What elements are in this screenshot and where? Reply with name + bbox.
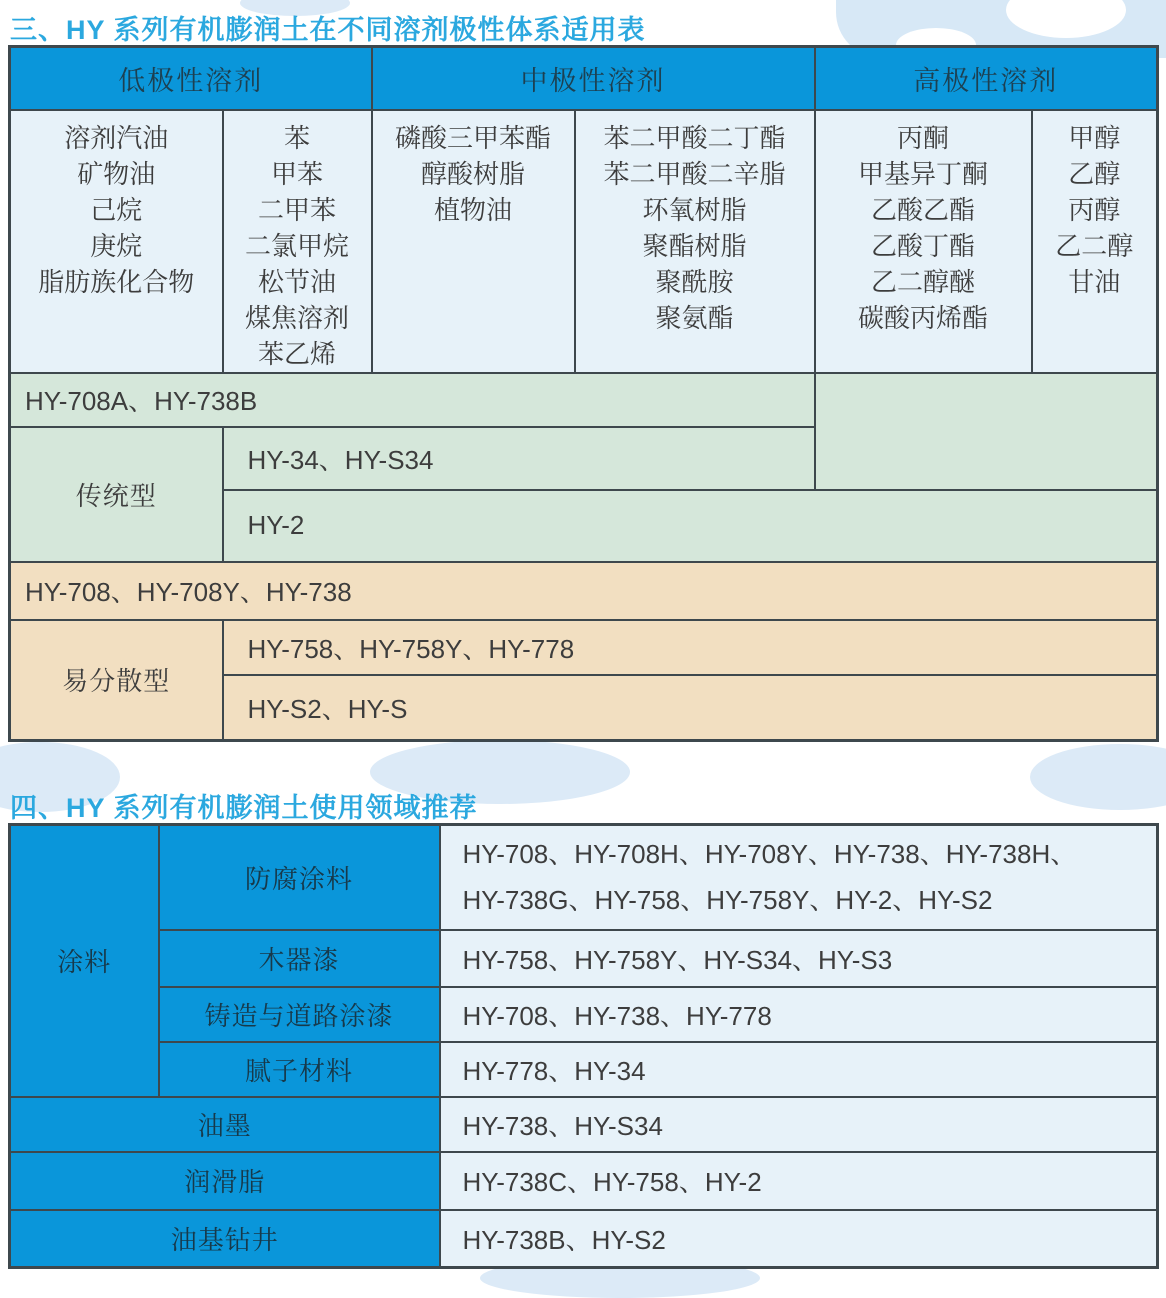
solvent-item: 甲醇	[1068, 122, 1121, 153]
grades-ink: HY-738、HY-S34	[440, 1097, 1158, 1152]
solvent-item: 乙二醇醚	[870, 266, 975, 297]
category-coatings: 涂料	[10, 825, 159, 1097]
solvent-item: 甘油	[1068, 266, 1121, 297]
dispersible-type-label: 易分散型	[10, 620, 223, 741]
traditional-type-label: 传统型	[10, 427, 223, 562]
grade-cell-34-s34: HY-34、HY-S34	[223, 427, 815, 490]
grades-casting-road-paint: HY-708、HY-738、HY-778	[440, 987, 1158, 1042]
application-row	[10, 1042, 1158, 1097]
table-header-row	[10, 47, 1158, 110]
section3-title: 三、HY 系列有机膨润土在不同溶剂极性体系适用表	[10, 15, 646, 45]
grade-cell-708-708y-738: HY-708、HY-708Y、HY-738	[10, 562, 1158, 620]
solvent-list-high-1	[815, 110, 1032, 373]
solvent-item: 丙酮	[896, 122, 949, 153]
application-row	[10, 1097, 1158, 1152]
solvent-item: 乙醇	[1068, 158, 1121, 189]
grades-line: HY-738G、HY-758、HY-758Y、HY-2、HY-S2	[462, 885, 993, 916]
solvent-item: 脂肪族化合物	[38, 266, 195, 297]
grade-cell-2: HY-2	[223, 490, 1158, 562]
solvent-item: 乙酸乙酯	[870, 194, 975, 225]
solvent-item: 己烷	[90, 194, 143, 225]
grade-row	[10, 620, 1158, 675]
solvent-item: 松节油	[257, 266, 336, 297]
subcategory-putty-material: 腻子材料	[159, 1042, 440, 1097]
solvent-item: 矿物油	[77, 158, 156, 189]
solvent-list-low-1	[10, 110, 223, 373]
grade-cell-758-758y-778: HY-758、HY-758Y、HY-778	[223, 620, 1158, 675]
solvent-item: 庚烷	[90, 230, 143, 261]
category-oil-based-drilling: 油基钻井	[10, 1210, 440, 1268]
grade-row	[10, 373, 1158, 427]
solvent-item: 醇酸树脂	[420, 158, 525, 189]
subcategory-anticorrosive-coating: 防腐涂料	[159, 825, 440, 930]
empty-green-cell	[815, 373, 1158, 490]
application-recommendation-table	[8, 823, 1159, 1269]
application-row	[10, 1210, 1158, 1268]
solvent-item: 苯二甲酸二辛脂	[603, 158, 786, 189]
solvent-item: 煤焦溶剂	[244, 302, 349, 333]
grades-lubricating-grease: HY-738C、HY-758、HY-2	[440, 1152, 1158, 1210]
solvent-item: 环氧树脂	[642, 194, 747, 225]
solvent-list-mid-1	[372, 110, 575, 373]
solvent-item: 碳酸丙烯酯	[857, 302, 988, 333]
category-lubricating-grease: 润滑脂	[10, 1152, 440, 1210]
subcategory-wood-paint: 木器漆	[159, 930, 440, 987]
solvent-item: 聚氨酯	[655, 302, 734, 333]
application-row	[10, 930, 1158, 987]
solvent-item: 苯二甲酸二丁酯	[603, 122, 786, 153]
solvent-item: 二氯甲烷	[244, 230, 349, 261]
subcategory-casting-road-paint: 铸造与道路涂漆	[159, 987, 440, 1042]
solvent-item: 二甲苯	[257, 194, 336, 225]
grade-cell-708a-738b: HY-708A、HY-738B	[10, 373, 815, 427]
solvent-item: 聚酰胺	[655, 266, 734, 297]
solvent-list-high-2	[1032, 110, 1158, 373]
solvent-item: 聚酯树脂	[642, 230, 747, 261]
solvent-item: 植物油	[433, 194, 512, 225]
header-mid-polarity-solvents: 中极性溶剂	[372, 47, 815, 110]
grades-line: HY-708、HY-708H、HY-708Y、HY-738、HY-738H、	[462, 839, 1077, 870]
solvent-item: 苯乙烯	[257, 338, 336, 369]
solvent-item: 甲基异丁酮	[857, 158, 988, 189]
grades-oil-based-drilling: HY-738B、HY-S2	[440, 1210, 1158, 1268]
application-row	[10, 1152, 1158, 1210]
grades-wood-paint: HY-758、HY-758Y、HY-S34、HY-S3	[440, 930, 1158, 987]
solvent-item: 苯	[283, 122, 310, 153]
header-high-polarity-solvents: 高极性溶剂	[815, 47, 1158, 110]
solvent-list-row	[10, 110, 1158, 373]
category-ink: 油墨	[10, 1097, 440, 1152]
solvent-item: 乙二醇	[1055, 230, 1134, 261]
application-row	[10, 825, 1158, 930]
solvent-list-low-2	[223, 110, 372, 373]
application-row	[10, 987, 1158, 1042]
grade-cell-s2-s: HY-S2、HY-S	[223, 675, 1158, 741]
grades-anticorrosive-coating	[440, 825, 1158, 930]
section4-title: 四、HY 系列有机膨润土使用领域推荐	[10, 793, 478, 823]
solvent-item: 丙醇	[1068, 194, 1121, 225]
solvent-polarity-table	[8, 45, 1159, 742]
background-blob	[1030, 744, 1166, 810]
grade-row	[10, 562, 1158, 620]
solvent-item: 甲苯	[270, 158, 323, 189]
solvent-item: 乙酸丁酯	[870, 230, 975, 261]
header-low-polarity-solvents: 低极性溶剂	[10, 47, 372, 110]
solvent-item: 磷酸三甲苯酯	[394, 122, 551, 153]
solvent-list-mid-2	[575, 110, 815, 373]
grades-putty-material: HY-778、HY-34	[440, 1042, 1158, 1097]
solvent-item: 溶剂汽油	[64, 122, 169, 153]
